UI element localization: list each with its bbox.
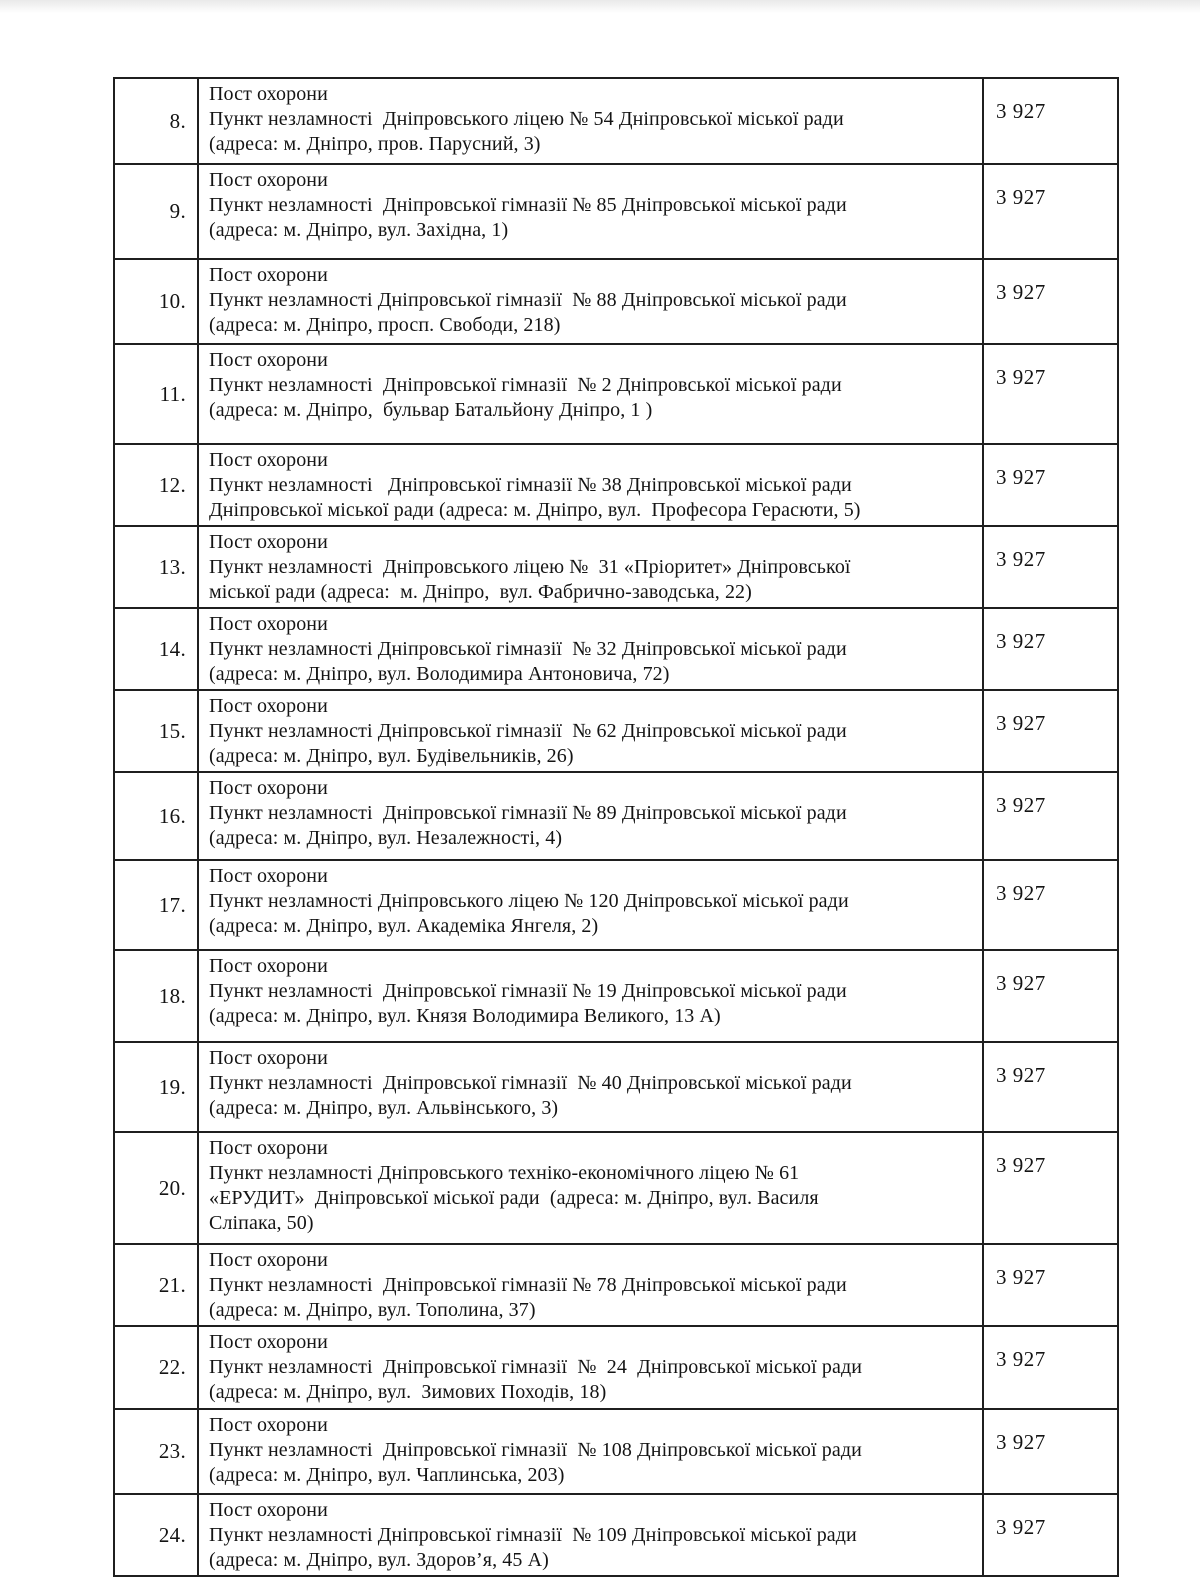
row-amount: 3 927	[983, 1244, 1118, 1326]
security-posts-table	[113, 77, 1119, 1577]
row-description-line: (адреса: м. Дніпро, вул. Тополина, 37)	[209, 1299, 536, 1321]
row-description-line: (адреса: м. Дніпро, вул. Князя Володимира Великого, 13 А)	[209, 1005, 721, 1027]
row-description-line: Пункт незламності Дніпровської гімназії № 85 Дніпровської міської ради	[209, 194, 847, 216]
row-description-line: Пост охорони	[209, 531, 328, 553]
table-row	[114, 690, 1118, 772]
table-row	[114, 608, 1118, 690]
row-number: 15.	[114, 690, 198, 772]
row-description-line: Пост охорони	[209, 349, 328, 371]
table-row	[114, 860, 1118, 950]
row-number: 13.	[114, 526, 198, 608]
row-description-line: Сліпака, 50)	[209, 1212, 314, 1234]
row-description	[198, 772, 983, 860]
row-description-line: Пункт незламності Дніпровської гімназії № 19 Дніпровської міської ради	[209, 980, 847, 1002]
row-description-line: «ЕРУДИТ» Дніпровської міської ради (адреса: м. Дніпро, вул. Василя	[209, 1187, 819, 1209]
row-description-line: Пост охорони	[209, 83, 328, 105]
row-amount: 3 927	[983, 259, 1118, 344]
row-description-line: Пункт незламності Дніпровського ліцею № 31 «Пріоритет» Дніпровської	[209, 556, 851, 578]
row-amount: 3 927	[983, 526, 1118, 608]
row-description	[198, 690, 983, 772]
row-description-line: Пункт незламності Дніпровської гімназії № 24 Дніпровської міської ради	[209, 1356, 863, 1378]
row-description	[198, 444, 983, 526]
row-description-line: Пункт незламності Дніпровської гімназії № 88 Дніпровської міської ради	[209, 289, 847, 311]
table-row	[114, 526, 1118, 608]
row-number: 17.	[114, 860, 198, 950]
row-number: 16.	[114, 772, 198, 860]
row-description-line: Пункт незламності Дніпровської гімназії № 108 Дніпровської міської ради	[209, 1439, 862, 1461]
row-number: 23.	[114, 1409, 198, 1494]
row-amount: 3 927	[983, 690, 1118, 772]
row-description-line: Пункт незламності Дніпровської гімназії № 62 Дніпровської міської ради	[209, 720, 847, 742]
row-description	[198, 1326, 983, 1409]
row-number: 24.	[114, 1494, 198, 1576]
row-number: 14.	[114, 608, 198, 690]
table-row	[114, 1326, 1118, 1409]
table-row	[114, 1494, 1118, 1576]
row-description-line: (адреса: м. Дніпро, вул. Чаплинська, 203)	[209, 1464, 565, 1486]
row-description	[198, 1042, 983, 1132]
row-description-line: Пункт незламності Дніпровської гімназії № 78 Дніпровської міської ради	[209, 1274, 847, 1296]
row-number: 8.	[114, 78, 198, 164]
table-row	[114, 78, 1118, 164]
row-amount: 3 927	[983, 772, 1118, 860]
row-amount: 3 927	[983, 608, 1118, 690]
table-row	[114, 772, 1118, 860]
row-description-line: (адреса: м. Дніпро, бульвар Батальйону Дніпро, 1 )	[209, 399, 653, 421]
row-description	[198, 860, 983, 950]
row-description-line: (адреса: м. Дніпро, вул. Здоров’я, 45 А)	[209, 1549, 549, 1571]
table-row	[114, 164, 1118, 259]
row-amount: 3 927	[983, 1494, 1118, 1576]
row-description-line: Пост охорони	[209, 1499, 328, 1521]
row-description	[198, 164, 983, 259]
table-row	[114, 344, 1118, 444]
row-description-line: Пост охорони	[209, 777, 328, 799]
table-row	[114, 444, 1118, 526]
row-description-line: Пост охорони	[209, 1047, 328, 1069]
row-amount: 3 927	[983, 1132, 1118, 1244]
row-description-line: (адреса: м. Дніпро, вул. Володимира Антоновича, 72)	[209, 663, 670, 685]
row-amount: 3 927	[983, 78, 1118, 164]
row-description-line: (адреса: м. Дніпро, вул. Академіка Янгеля, 2)	[209, 915, 599, 937]
table-body	[114, 78, 1118, 1576]
row-amount: 3 927	[983, 1409, 1118, 1494]
page-edge-shade	[0, 0, 1200, 13]
row-description-line: Пост охорони	[209, 695, 328, 717]
row-description-line: Пункт незламності Дніпровської гімназії № 38 Дніпровської міської ради	[209, 474, 852, 496]
table-row	[114, 1244, 1118, 1326]
row-number: 19.	[114, 1042, 198, 1132]
row-description-line: Пост охорони	[209, 865, 328, 887]
row-number: 20.	[114, 1132, 198, 1244]
row-description	[198, 78, 983, 164]
row-description-line: Дніпровської міської ради (адреса: м. Дніпро, вул. Професора Герасюти, 5)	[209, 499, 861, 521]
row-description	[198, 1244, 983, 1326]
row-description-line: Пункт незламності Дніпровської гімназії № 2 Дніпровської міської ради	[209, 374, 842, 396]
row-description-line: Пост охорони	[209, 1414, 328, 1436]
row-number: 12.	[114, 444, 198, 526]
row-description-line: (адреса: м. Дніпро, вул. Будівельників, 26)	[209, 745, 574, 767]
row-description-line: Пост охорони	[209, 1249, 328, 1271]
row-description-line: Пункт незламності Дніпровського ліцею № 54 Дніпровської міської ради	[209, 108, 844, 130]
row-description-line: Пост охорони	[209, 264, 328, 286]
table-row	[114, 1042, 1118, 1132]
row-description-line: Пункт незламності Дніпровської гімназії № 89 Дніпровської міської ради	[209, 802, 847, 824]
row-amount: 3 927	[983, 444, 1118, 526]
row-description	[198, 344, 983, 444]
row-description-line: Пост охорони	[209, 613, 328, 635]
row-description-line: (адреса: м. Дніпро, вул. Західна, 1)	[209, 219, 509, 241]
table-row	[114, 1132, 1118, 1244]
row-description	[198, 1494, 983, 1576]
row-amount: 3 927	[983, 1042, 1118, 1132]
row-description-line: Пункт незламності Дніпровської гімназії № 32 Дніпровської міської ради	[209, 638, 847, 660]
row-description	[198, 608, 983, 690]
row-description	[198, 526, 983, 608]
row-description-line: (адреса: м. Дніпро, пров. Парусний, 3)	[209, 133, 541, 155]
row-description	[198, 950, 983, 1042]
row-description-line: (адреса: м. Дніпро, вул. Альвінського, 3)	[209, 1097, 559, 1119]
row-description-line: Пункт незламності Дніпровської гімназії № 109 Дніпровської міської ради	[209, 1524, 857, 1546]
row-description	[198, 1132, 983, 1244]
row-description-line: (адреса: м. Дніпро, вул. Зимових Походів, 18)	[209, 1381, 607, 1403]
row-number: 10.	[114, 259, 198, 344]
row-number: 18.	[114, 950, 198, 1042]
row-description-line: Пункт незламності Дніпровського техніко-економічного ліцею № 61	[209, 1162, 800, 1184]
row-number: 11.	[114, 344, 198, 444]
row-description-line: (адреса: м. Дніпро, вул. Незалежності, 4)	[209, 827, 563, 849]
row-description	[198, 1409, 983, 1494]
row-number: 21.	[114, 1244, 198, 1326]
table-row	[114, 1409, 1118, 1494]
row-amount: 3 927	[983, 164, 1118, 259]
row-description-line: (адреса: м. Дніпро, просп. Свободи, 218)	[209, 314, 561, 336]
row-description-line: Пункт незламності Дніпровського ліцею № 120 Дніпровської міської ради	[209, 890, 849, 912]
row-description-line: Пост охорони	[209, 955, 328, 977]
row-amount: 3 927	[983, 1326, 1118, 1409]
row-amount: 3 927	[983, 344, 1118, 444]
row-description-line: Пост охорони	[209, 169, 328, 191]
row-description-line: Пункт незламності Дніпровської гімназії № 40 Дніпровської міської ради	[209, 1072, 852, 1094]
row-number: 9.	[114, 164, 198, 259]
row-amount: 3 927	[983, 950, 1118, 1042]
row-amount: 3 927	[983, 860, 1118, 950]
row-number: 22.	[114, 1326, 198, 1409]
row-description-line: Пост охорони	[209, 1331, 328, 1353]
row-description-line: Пост охорони	[209, 449, 328, 471]
row-description	[198, 259, 983, 344]
row-description-line: міської ради (адреса: м. Дніпро, вул. Фабрично-заводська, 22)	[209, 581, 752, 603]
table-row	[114, 950, 1118, 1042]
row-description-line: Пост охорони	[209, 1137, 328, 1159]
table-row	[114, 259, 1118, 344]
